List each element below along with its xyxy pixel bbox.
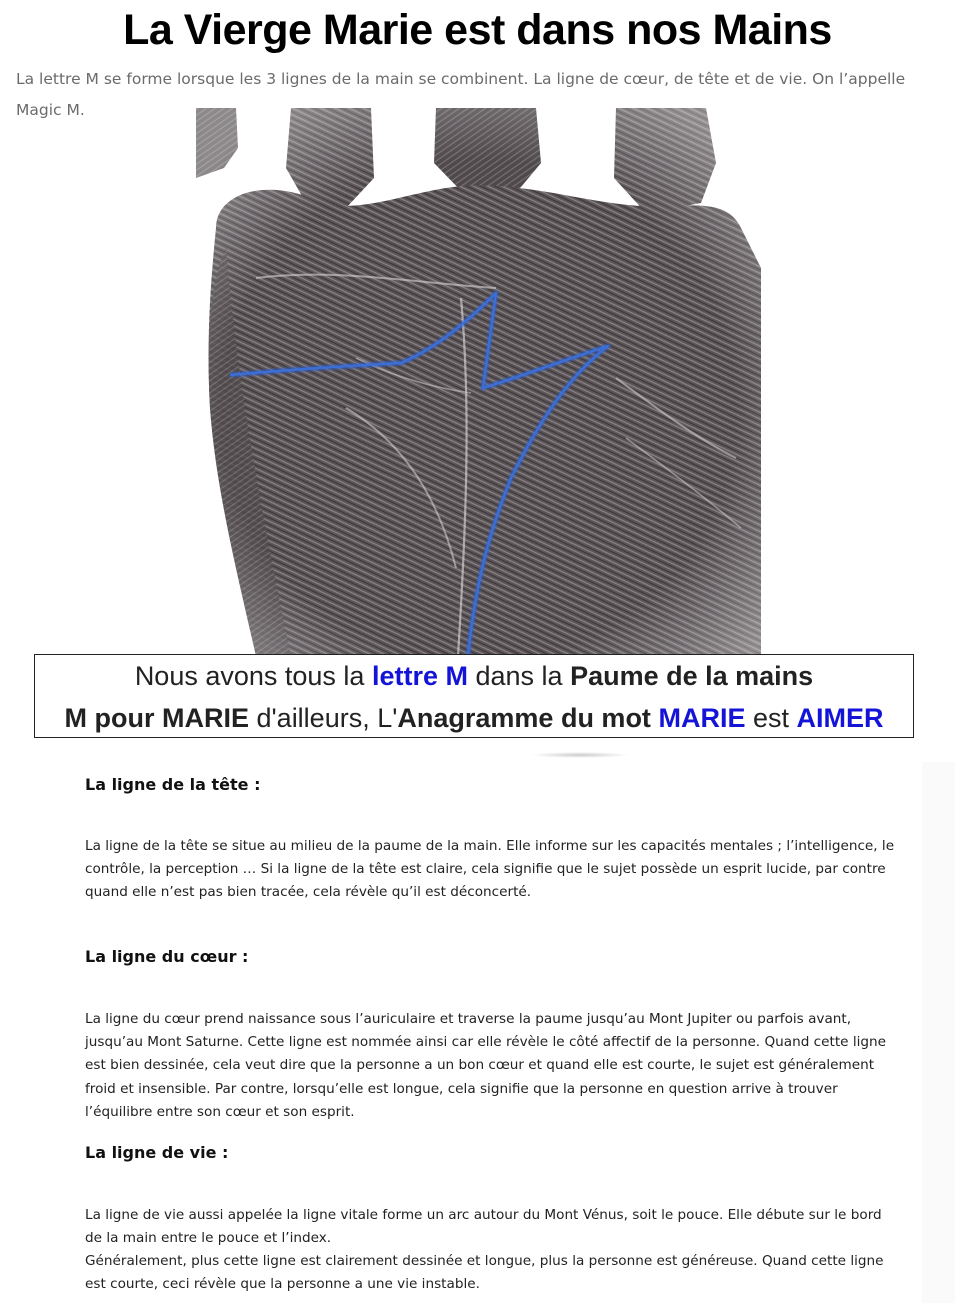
callout-bold-anagramme: Anagramme du mot [397, 703, 651, 733]
section-text-coeur: La ligne du cœur prend naissance sous l’auriculaire et traverse la paume jusqu’au Mont Jupiter ou parfois avant, jusqu’au Mont Saturne. Cette ligne est nommée ainsi car elle révèle le côté affectif de la personne. Quand cette ligne est bien dessinée, cela veut dire que la personne a un bon cœur et quand elle est courte, le sujet est généralement froid et insensible. Par contre, lorsqu’elle est longue, cela signifie que la personne en question arrive à trouver l’équilibre entre son cœur et son esprit. [85, 1011, 887, 1120]
callout-box [34, 654, 914, 738]
right-edge-strip [922, 762, 955, 1303]
intro-paragraph: La lettre M se forme lorsque les 3 lignes de la main se combinent. La ligne de cœur, de tête et de vie. On l’appelle Magic M. [16, 70, 906, 119]
section-text-tete: La ligne de la tête se situe au milieu de la paume de la main. Elle informe sur les capacités mentales ; l’intelligence, le contrôle, la perception … Si la ligne de la tête est claire, cela signifie que le sujet possède un esprit lucide, par contre quand elle n’est pas bien tracée, cela révèle qu’il est déconcerté. [85, 838, 895, 901]
callout-highlight-aimer: AIMER [796, 703, 884, 733]
callout-text: Nous avons tous la [134, 661, 372, 691]
section-text-vie: La ligne de vie aussi appelée la ligne vitale forme un arc autour du Mont Vénus, soit le pouce. Elle débute sur le bord de la main entre le pouce et l’index. [85, 1207, 882, 1247]
section-text-vie-2: Généralement, plus cette ligne est clairement dessinée et longue, plus la personne est généreuse. Quand cette ligne est courte, ceci révèle que la personne a une vie instable. [85, 1253, 884, 1293]
callout-line-2 [35, 697, 913, 739]
callout-bold-paume: Paume de la mains [570, 661, 814, 691]
section-heading-tete: La ligne de la tête : [85, 775, 261, 794]
callout-highlight-lettre-m: lettre M [371, 661, 468, 691]
divider-shadow [530, 752, 630, 758]
callout-text: dans la [467, 661, 571, 691]
section-heading-vie: La ligne de vie : [85, 1143, 229, 1162]
callout-bold-m-pour-marie: M pour MARIE [64, 703, 249, 733]
callout-text: d'ailleurs, L' [249, 703, 398, 733]
callout-text: est [745, 703, 797, 733]
page-title: La Vierge Marie est dans nos Mains [123, 6, 832, 54]
palm-print-image [196, 108, 761, 656]
callout-highlight-marie: MARIE [658, 703, 746, 733]
callout-line-1 [35, 655, 913, 697]
section-heading-coeur: La ligne du cœur : [85, 947, 249, 966]
